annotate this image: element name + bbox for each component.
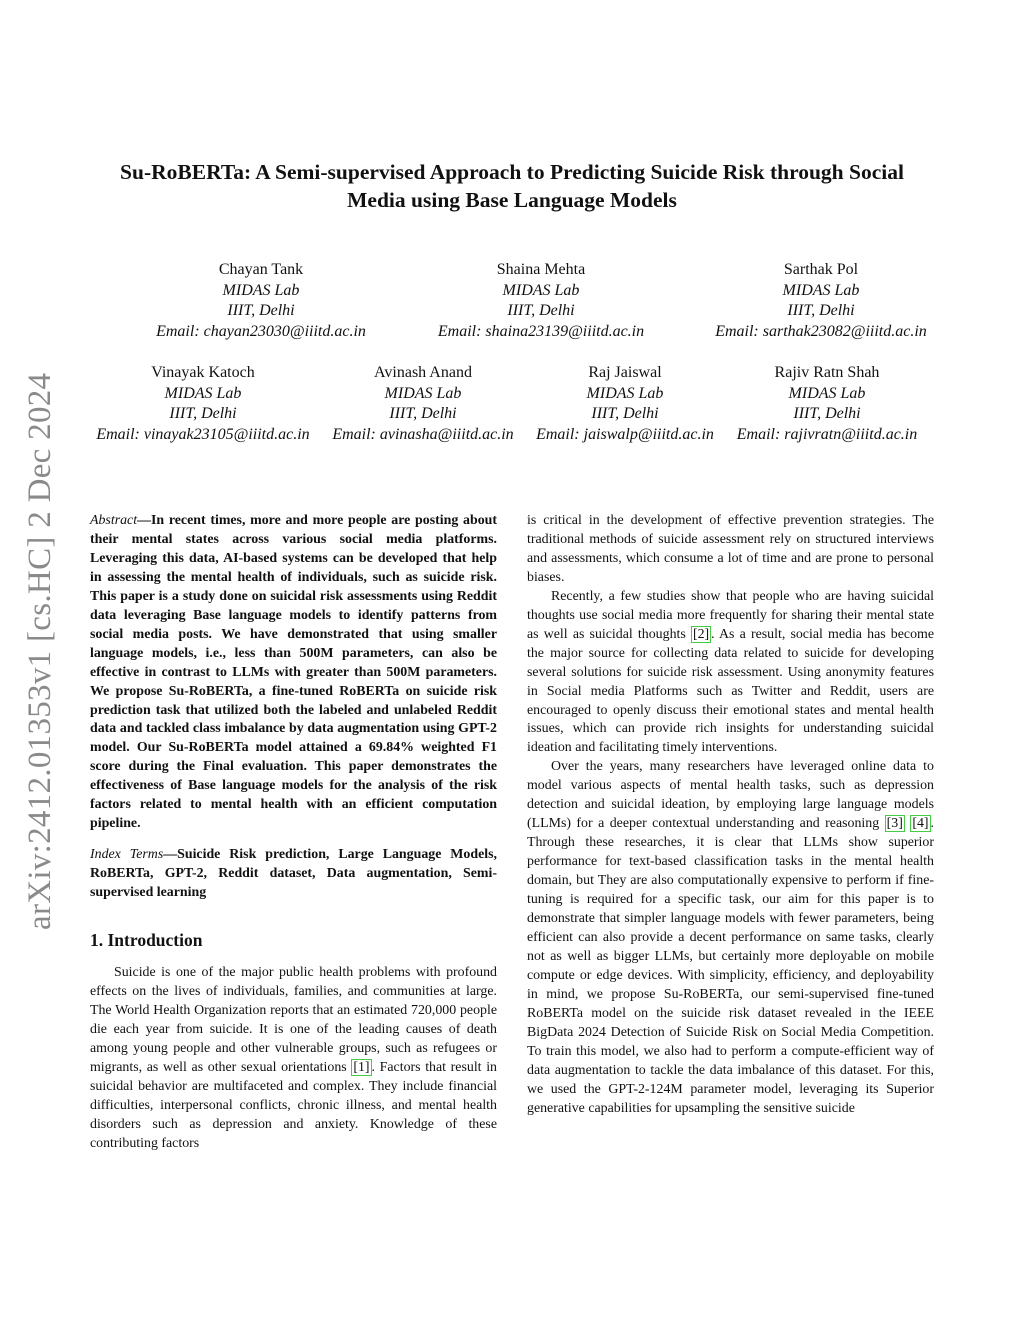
author-affiliation: MIDAS Lab bbox=[164, 384, 242, 402]
left-column bbox=[90, 512, 497, 1154]
paper-title: Su-RoBERTa: A Semi-supervised Approach to Predicting Suicide Risk through Social Media using Base Language Models bbox=[120, 160, 904, 212]
author-institution: IIIT, Delhi bbox=[787, 302, 855, 320]
author-name: Rajiv Ratn Shah bbox=[774, 364, 880, 381]
author-name: Avinash Anand bbox=[374, 364, 472, 381]
author-institution: IIIT, Delhi bbox=[227, 302, 295, 320]
author-name: Shaina Mehta bbox=[496, 261, 586, 278]
author-block bbox=[90, 363, 316, 445]
section-heading: 1. Introduction bbox=[90, 930, 203, 951]
paragraph-text: Suicide is one of the major public health problems with profound effects on the lives of individuals, families, and communities at large. The World Health Organization reports that an estimated 720,000 people die each year from suicide. It is one of the leading causes of death among young people and other vulnerable groups, such as refugees or migrants, as well as other sexual orientations bbox=[90, 965, 497, 1075]
citation-link[interactable]: [1] bbox=[353, 1059, 370, 1075]
citation-link[interactable]: [4] bbox=[912, 816, 929, 832]
author-institution: IIIT, Delhi bbox=[389, 405, 457, 423]
citation-link[interactable]: [2] bbox=[692, 626, 710, 642]
author-email[interactable]: Email: vinayak23105@iiitd.ac.in bbox=[96, 425, 310, 443]
index-terms-label: Index Terms bbox=[90, 847, 164, 863]
paragraph-text: Recently, a few studies show that people who are having suicidal thoughts use social media more frequently for sharing their mental state as well as suicidal thoughts bbox=[527, 588, 934, 642]
author-institution: IIIT, Delhi bbox=[169, 405, 237, 423]
intro-paragraph bbox=[90, 964, 497, 1154]
author-name: Vinayak Katoch bbox=[151, 364, 255, 381]
author-email[interactable]: Email: avinasha@iiitd.ac.in bbox=[332, 425, 514, 443]
paragraph-text: Over the years, many researchers have leveraged online data to model various aspects of mental health tasks, such as depression detection and suicidal ideation, by employing large language models (LLMs) for a deeper contextual understanding and reasoning bbox=[527, 759, 934, 832]
author-affiliation: MIDAS Lab bbox=[782, 281, 860, 299]
author-affiliation: MIDAS Lab bbox=[502, 281, 580, 299]
author-block bbox=[710, 260, 932, 342]
author-email[interactable]: Email: chayan23030@iiitd.ac.in bbox=[156, 322, 366, 340]
abstract-text: —In recent times, more and more people are posting about their mental states across various social media platforms. Leveraging this data, AI-based systems can be developed that help in assessing the mental health of individuals, such as suicide risk. This paper is a study done on suicidal risk assessments using Reddit data leveraging Base language models to identify patterns from social media posts. We have demonstrated that using smaller language models, i.e., less than 500M parameters, can also be effective in contrast to LLMs with greater than 500M parameters. We propose Su-RoBERTa, a fine-tuned RoBERTa on suicide risk prediction task that utilized both the labeled and unlabeled Reddit data and tackled class imbalance by data augmentation using GPT-2 model. Our Su-RoBERTa model attained a 69.84% weighted F1 score during the Final evaluation. This paper demonstrates the effectiveness of Base language models for the analysis of the risk factors related to mental health with an efficient computation pipeline. bbox=[90, 513, 497, 832]
author-affiliation: MIDAS Lab bbox=[222, 281, 300, 299]
author-name: Raj Jaiswal bbox=[588, 364, 662, 381]
right-column bbox=[527, 512, 934, 1119]
author-name: Chayan Tank bbox=[218, 261, 304, 278]
author-block bbox=[530, 363, 720, 445]
author-institution: IIIT, Delhi bbox=[591, 405, 659, 423]
index-terms bbox=[90, 846, 497, 903]
paragraph: is critical in the development of effective prevention strategies. The traditional methods of suicide assessment rely on structured interviews and assessments, which consume a lot of time and are prone to personal biases. bbox=[527, 513, 934, 585]
author-block bbox=[326, 363, 520, 445]
author-affiliation: MIDAS Lab bbox=[384, 384, 462, 402]
paragraph bbox=[527, 758, 934, 1118]
citation-link[interactable]: [3] bbox=[886, 816, 903, 832]
author-name: Sarthak Pol bbox=[783, 261, 859, 278]
author-email[interactable]: Email: shaina23139@iiitd.ac.in bbox=[437, 322, 645, 340]
author-block bbox=[150, 260, 372, 342]
paragraph bbox=[527, 588, 934, 759]
abstract bbox=[90, 512, 497, 834]
abstract-label: Abstract bbox=[90, 513, 138, 528]
author-email[interactable]: Email: jaiswalp@iiitd.ac.in bbox=[536, 425, 714, 443]
author-email[interactable]: Email: rajivratn@iiitd.ac.in bbox=[736, 425, 918, 443]
author-block bbox=[430, 260, 652, 342]
author-institution: IIIT, Delhi bbox=[793, 405, 861, 423]
arxiv-watermark: arXiv:2412.01353v1 [cs.HC] 2 Dec 2024 bbox=[22, 372, 58, 930]
author-block bbox=[730, 363, 924, 445]
paragraph-text: . As a result, social media has become the major source for collecting data related to suicide for developing several solutions for suicide risk assessment. Using anonymity features in Social media Platforms such as Twitter and Reddit, users are encouraged to openly discuss their emotional states and mental health issues, which can provide rich insights for understanding suicidal ideation and facilitating timely interventions. bbox=[527, 626, 935, 756]
index-terms-text: —Suicide Risk prediction, Large Language Models, RoBERTa, GPT-2, Reddit dataset, Data augmentation, Semi-supervised learning bbox=[90, 847, 497, 901]
author-email[interactable]: Email: sarthak23082@iiitd.ac.in bbox=[715, 322, 927, 340]
author-affiliation: MIDAS Lab bbox=[788, 384, 866, 402]
author-institution: IIIT, Delhi bbox=[507, 302, 575, 320]
author-affiliation: MIDAS Lab bbox=[586, 384, 664, 402]
paragraph-text: . Factors that result in suicidal behavior are multifaceted and complex. They include financial difficulties, interpersonal conflicts, chronic illness, and mental health disorders such as depression and anxiety. Knowledge of these contributing factors bbox=[90, 1059, 498, 1151]
paragraph-text: . Through these researches, it is clear that LLMs show superior performance for text-based classification tasks in the mental health domain, but They are also computationally expensive to perform if fine-tuning is required for a specific task, our aim for this paper is to demonstrate that simpler language models with fewer parameters, being efficient can also provide a decent performance on same tasks, clearly not as well as bigger LLMs, but certainly more deployable on mobile compute or edge devices. With simplicity, efficiency, and deployability in mind, we propose Su-RoBERTa, our semi-supervised fine-tuned RoBERTa model on the suicide risk dataset revealed in the IEEE BigData 2024 Detection of Suicide Risk on Social Media Competition. To train this model, we also had to perform a compute-efficient way of data augmentation to tackle the data imbalance of this dataset. For this, we used the GPT-2-124M parameter model, leveraging its Superior generative capabilities for upsampling the sensitive suicide bbox=[527, 816, 934, 1116]
